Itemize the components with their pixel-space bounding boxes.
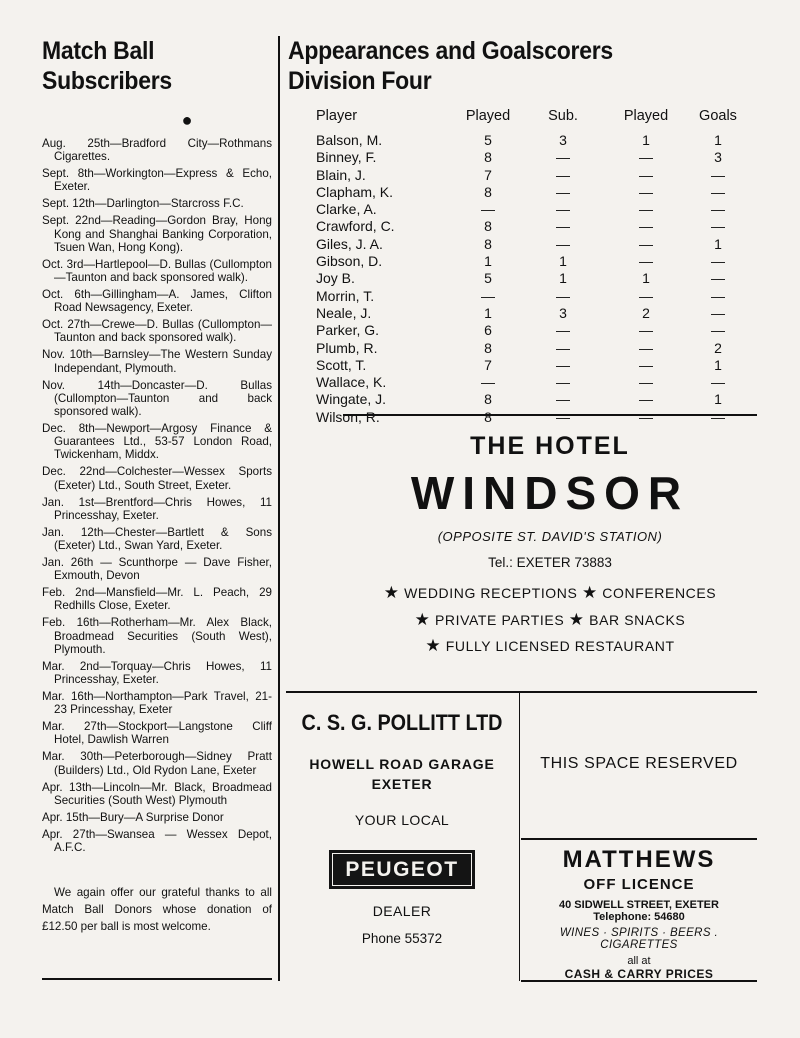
ads-top-rule	[286, 691, 757, 693]
col-goals: Goals	[699, 108, 737, 124]
table-bottom-rule	[343, 414, 757, 416]
matthews-name: MATTHEWS	[562, 846, 716, 873]
fixture-item: Oct. 27th—Crewe—D. Bullas (Cullompton—Taunton and back sponsored walk).	[42, 318, 272, 345]
player-name: Joy B.	[316, 270, 355, 287]
ads-divider	[519, 693, 520, 981]
sub-played-cell: —	[639, 356, 653, 373]
fixture-item: Oct. 3rd—Hartlepool—D. Bullas (Cullompton—Taunton and back sponsored walk).	[42, 257, 272, 285]
goals-cell: —	[711, 304, 725, 321]
ads-bottom-rule	[521, 980, 757, 982]
fixture-item: Sept. 12th—Darlington—Starcross F.C.	[42, 197, 244, 211]
table-row	[316, 288, 756, 305]
played-cell: 8	[484, 391, 492, 408]
star-icon: ★	[568, 609, 585, 629]
sub-played-cell: 2	[642, 304, 650, 321]
sub-played-cell: —	[639, 408, 653, 425]
star-icon: ★	[581, 583, 598, 602]
appearances-heading-line2: Division Four	[288, 67, 432, 95]
hotel-location: (OPPOSITE ST. DAVID'S STATION)	[437, 529, 663, 544]
sub-played-cell: —	[639, 374, 653, 391]
match-ball-section	[42, 36, 272, 935]
left-bottom-rule	[42, 978, 272, 980]
service-conferences: CONFERENCES	[602, 585, 717, 601]
sub-cell: 1	[559, 253, 567, 270]
player-name: Wilson, R.	[316, 408, 380, 425]
fixture-item: Apr. 27th—Swansea — Wessex Depot, A.F.C.	[42, 827, 272, 855]
fixture-item: Oct. 6th—Gillingham—A. James, Clifton Road Newsagency, Exeter.	[42, 288, 272, 315]
played-cell: 8	[484, 235, 492, 252]
hotel-services-line1	[343, 580, 757, 607]
column-divider	[278, 36, 280, 981]
sub-played-cell: 1	[642, 270, 650, 287]
matthews-all-at: all at	[627, 955, 651, 967]
played-cell: 6	[484, 322, 492, 339]
played-cell: 1	[484, 304, 492, 321]
goals-cell: —	[711, 183, 725, 200]
table-row	[316, 270, 756, 287]
player-name: Binney, F.	[316, 149, 377, 166]
fixture-item: Mar. 27th—Stockport—Langstone Cliff Hotel, Dawlish Warren	[42, 720, 272, 747]
player-name: Balson, M.	[316, 132, 383, 148]
fixture-item: Mar. 2nd—Torquay—Chris Howes, 11 Princesshay, Exeter.	[42, 659, 272, 687]
fixture-item: Apr. 13th—Lincoln—Mr. Black, Broadmead Securities (South West) Plymouth	[42, 780, 272, 807]
pollitt-dealer: DEALER	[372, 903, 432, 919]
table-row	[316, 132, 756, 149]
player-name: Clarke, A.	[316, 201, 377, 218]
fixture-item: Feb. 16th—Rotherham—Mr. Alex Black, Broadmead Securities (South West), Plymouth.	[42, 616, 272, 656]
fixture-item: Jan. 26th — Scunthorpe — Dave Fisher, Exmouth, Devon	[42, 556, 272, 583]
goals-cell: 1	[714, 132, 722, 148]
fixture-item: Nov. 10th—Barnsley—The Western Sunday Independant, Plymouth.	[42, 348, 272, 375]
fixture-item: Jan. 12th—Chester—Bartlett & Sons (Exeter) Ltd., Swan Yard, Exeter.	[42, 525, 272, 553]
goals-cell: —	[711, 287, 725, 304]
star-icon: ★	[414, 609, 431, 629]
hotel-telephone: Tel.: EXETER 73883	[488, 555, 612, 570]
sub-played-cell: —	[639, 287, 653, 304]
fixture-item: Dec. 22nd—Colchester—Wessex Sports (Exeter) Ltd., South Street, Exeter.	[42, 465, 272, 492]
star-icon: ★	[425, 636, 442, 655]
service-restaurant: FULLY LICENSED RESTAURANT	[445, 638, 675, 654]
sub-played-cell: —	[639, 391, 653, 408]
sub-cell: —	[556, 166, 570, 183]
goals-cell: 1	[714, 391, 722, 408]
sub-played-cell: —	[639, 166, 653, 183]
hotel-name: WINDSOR	[410, 467, 690, 519]
sub-cell: —	[556, 235, 570, 252]
goals-cell: 1	[714, 356, 722, 373]
sub-played-cell: —	[639, 322, 653, 339]
table-row	[316, 409, 756, 426]
sub-played-cell: —	[639, 235, 653, 252]
played-cell: 1	[484, 253, 492, 270]
col-player: Player	[316, 108, 358, 124]
goals-cell: —	[711, 270, 725, 287]
col-sub: Sub.	[548, 108, 578, 124]
player-name: Crawford, C.	[316, 218, 395, 235]
star-icon: ★	[383, 583, 400, 602]
player-name: Gibson, D.	[316, 253, 383, 270]
fixture-item: Mar. 16th—Northampton—Park Travel, 21-23 Princesshay, Exeter	[42, 690, 272, 717]
table-row	[316, 236, 756, 253]
played-cell: —	[481, 287, 495, 304]
thanks-paragraph: We again offer our grateful thanks to all Match Ball Donors whose donation of £12.50 per ball is most welcome.	[42, 886, 272, 934]
played-cell: 8	[484, 218, 492, 235]
table-row	[316, 322, 756, 339]
matthews-prices: CASH & CARRY PRICES	[564, 967, 714, 981]
fixture-item: Aug. 25th—Bradford City—Rothmans Cigarettes.	[42, 137, 272, 164]
played-cell: 8	[484, 183, 492, 200]
sub-played-cell: —	[639, 183, 653, 200]
table-row	[316, 391, 756, 408]
sub-played-cell: —	[639, 253, 653, 270]
matthews-telephone: Telephone: 54680	[593, 911, 685, 923]
table-row	[316, 340, 756, 357]
service-weddings: WEDDING RECEPTIONS	[404, 585, 578, 601]
sub-played-cell: 1	[642, 132, 650, 148]
fixture-item: Sept. 22nd—Reading—Gordon Bray, Hong Kong and Shanghai Banking Corporation, Tsuen Wan, Hong Kong).	[42, 214, 272, 254]
player-name: Blain, J.	[316, 166, 366, 183]
table-row	[316, 184, 756, 201]
player-name: Scott, T.	[316, 356, 367, 373]
sub-played-cell: —	[639, 339, 653, 356]
played-cell: 7	[484, 166, 492, 183]
table-row	[316, 149, 756, 166]
sub-cell: —	[556, 218, 570, 235]
pollitt-ad	[286, 710, 518, 946]
hotel-services-line3	[343, 633, 757, 660]
player-name: Plumb, R.	[316, 339, 378, 356]
matthews-off-licence: OFF LICENCE	[583, 876, 695, 893]
fixture-item: Sept. 8th—Workington—Express & Echo, Exeter.	[42, 167, 272, 194]
hotel-services	[343, 580, 757, 660]
pollitt-phone: Phone 55372	[361, 931, 443, 946]
match-ball-heading-line1: Match Ball	[42, 37, 155, 65]
table-header	[316, 108, 756, 132]
player-name: Neale, J.	[316, 304, 372, 321]
space-reserved: THIS SPACE RESERVED	[540, 755, 738, 772]
peugeot-logo: PEUGEOT	[329, 850, 474, 889]
player-name: Clapham, K.	[316, 183, 394, 200]
sub-cell: —	[556, 149, 570, 166]
matthews-ad	[521, 846, 757, 981]
goals-cell: —	[711, 253, 725, 270]
pollitt-garage-line1: HOWELL ROAD GARAGE	[309, 756, 495, 772]
fixture-item: Dec. 8th—Newport—Argosy Finance & Guarantees Ltd., 53-57 London Road, Twickenham, Middx.	[42, 422, 272, 462]
fixture-item: Nov. 14th—Doncaster—D. Bullas (Cullompton—Taunton and back sponsored walk).	[42, 378, 272, 419]
fixture-list	[42, 137, 272, 854]
sub-cell: —	[556, 356, 570, 373]
played-cell: 8	[484, 149, 492, 166]
played-cell: —	[481, 374, 495, 391]
table-row	[316, 218, 756, 235]
fixture-item: Jan. 1st—Brentford—Chris Howes, 11 Princesshay, Exeter.	[42, 495, 272, 522]
goals-cell: —	[711, 408, 725, 425]
played-cell: 8	[484, 408, 492, 425]
player-name: Giles, J. A.	[316, 235, 383, 252]
sub-played-cell: —	[639, 149, 653, 166]
table-row	[316, 167, 756, 184]
goals-cell: 1	[714, 235, 722, 252]
player-name: Morrin, T.	[316, 287, 375, 304]
fixture-item: Apr. 15th—Bury—A Surprise Donor	[42, 810, 224, 824]
sub-cell: —	[556, 322, 570, 339]
pollitt-name: C. S. G. POLLITT LTD	[301, 710, 503, 735]
sub-cell: 3	[559, 132, 567, 148]
service-private-parties: PRIVATE PARTIES	[434, 611, 565, 628]
matthews-top-rule	[521, 838, 757, 840]
sub-played-cell: —	[639, 218, 653, 235]
matthews-products: WINES · SPIRITS · BEERS . CIGARETTES	[559, 927, 719, 951]
goals-cell: —	[711, 201, 725, 218]
pollitt-garage-line2: EXETER	[371, 776, 433, 792]
table-row	[316, 201, 756, 218]
goals-cell: 2	[714, 339, 722, 356]
col-sub-played: Played	[623, 108, 669, 124]
player-name: Wallace, K.	[316, 374, 387, 391]
played-cell: —	[481, 201, 495, 218]
hotel-the: THE HOTEL	[470, 432, 630, 460]
match-ball-heading-line2: Subscribers	[42, 67, 172, 95]
played-cell: 7	[484, 356, 492, 373]
appearances-table	[316, 108, 756, 426]
matthews-address: 40 SIDWELL STREET, EXETER	[559, 899, 719, 911]
sub-played-cell: —	[639, 201, 653, 218]
pollitt-garage	[286, 754, 518, 794]
table-row	[316, 253, 756, 270]
sub-cell: —	[556, 201, 570, 218]
goals-cell: —	[711, 218, 725, 235]
table-row	[316, 305, 756, 322]
fixture-item: Feb. 2nd—Mansfield—Mr. L. Peach, 29 Redhills Close, Exeter.	[42, 586, 272, 613]
sub-cell: —	[556, 183, 570, 200]
table-body	[316, 132, 756, 426]
sub-cell: —	[556, 287, 570, 304]
hotel-windsor-ad	[343, 432, 757, 660]
goals-cell: —	[711, 374, 725, 391]
pollitt-your-local: YOUR LOCAL	[354, 812, 450, 828]
player-name: Parker, G.	[316, 322, 380, 339]
sub-cell: —	[556, 374, 570, 391]
service-bar-snacks: BAR SNACKS	[589, 611, 686, 628]
played-cell: 8	[484, 339, 492, 356]
fixture-item: Mar. 30th—Peterborough—Sidney Pratt (Builders) Ltd., Old Rydon Lane, Exeter	[42, 750, 272, 777]
played-cell: 5	[484, 132, 492, 148]
col-played: Played	[465, 108, 511, 124]
appearances-heading-line1: Appearances and Goalscorers	[288, 37, 613, 65]
goals-cell: 3	[714, 149, 722, 166]
appearances-section	[288, 36, 758, 425]
table-row	[316, 357, 756, 374]
hotel-services-line2	[343, 607, 757, 634]
bullet-icon: ●	[181, 110, 193, 130]
goals-cell: —	[711, 166, 725, 183]
sub-cell: 3	[559, 304, 567, 321]
goals-cell: —	[711, 322, 725, 339]
sub-cell: —	[556, 339, 570, 356]
played-cell: 5	[484, 270, 492, 287]
sub-cell: —	[556, 391, 570, 408]
player-name: Wingate, J.	[316, 391, 387, 408]
sub-cell: 1	[559, 270, 567, 287]
table-row	[316, 374, 756, 391]
sub-cell: —	[556, 408, 570, 425]
